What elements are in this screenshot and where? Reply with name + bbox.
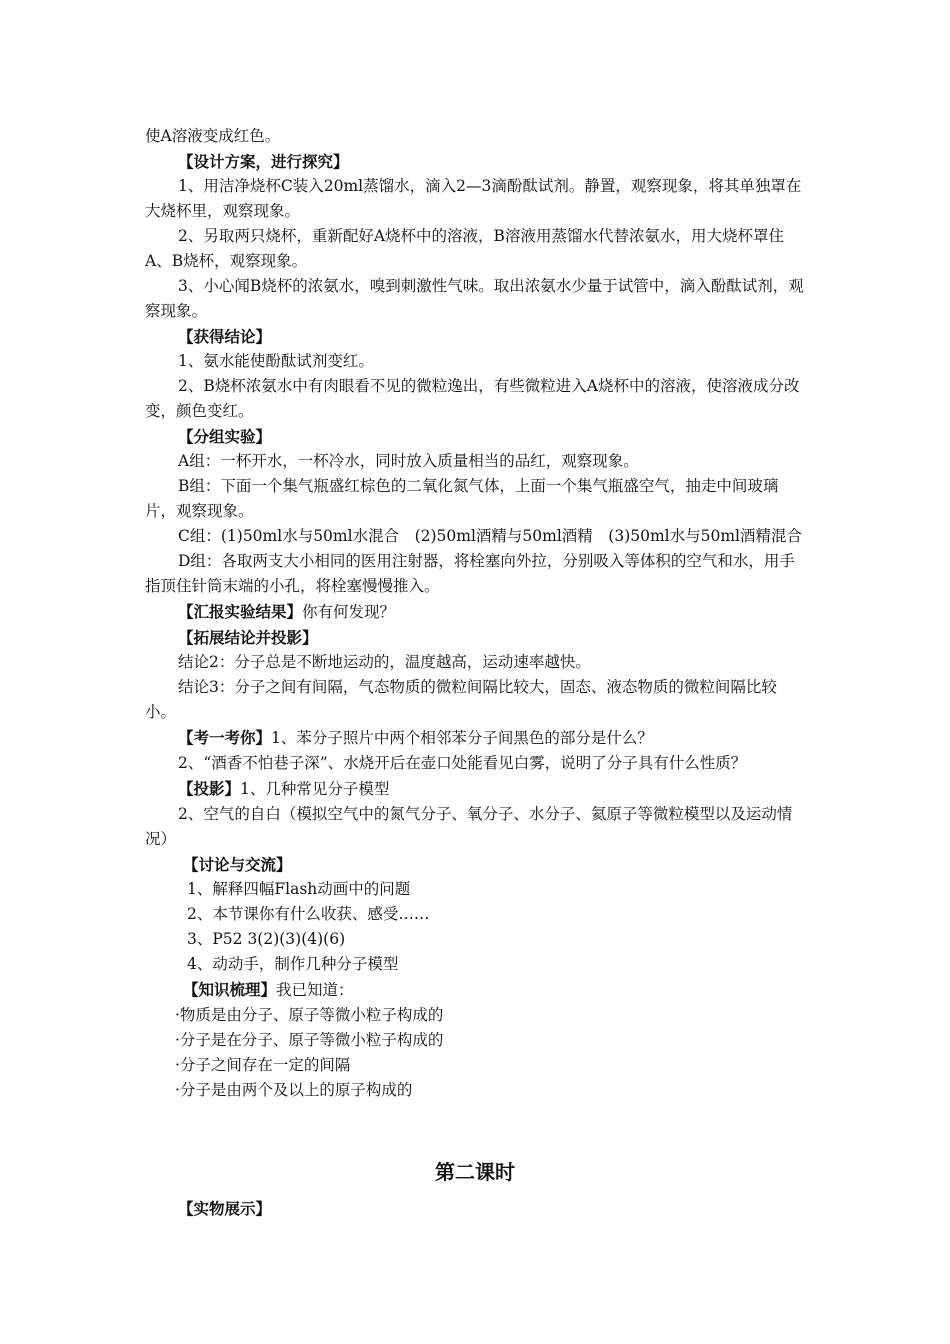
heading-report: 【汇报实验结果】 <box>178 602 303 621</box>
line-15: 结论2：分子总是不断地运动的，温度越高，运动速率越快。 <box>178 653 591 671</box>
line-2: 1、用洁净烧杯C装入20ml蒸馏水，滴入2—3滴酚酞试剂。静置，观察现象，将其单独罩在大烧杯里，观察现象。 <box>145 177 802 220</box>
heading-exhibit: 【实物展示】 <box>178 1199 272 1218</box>
line-16: 结论3：分子之间有间隔，气态物质的微粒间隔比较大，固态、液态物质的微粒间隔比较小。 <box>145 678 777 721</box>
line-19 <box>145 776 807 802</box>
discussion-item-0: 1、解释四幅Flash动画中的问题 <box>187 880 411 898</box>
heading-group: 【分组实验】 <box>178 427 272 446</box>
heading-quiz: 【考一考你】 <box>178 728 272 747</box>
heading-knowledge: 【知识梳理】 <box>183 980 277 999</box>
knowledge-item-3: ·分子是由两个及以上的原子构成的 <box>175 1081 413 1099</box>
line-10: B组：下面一个集气瓶盛红棕色的二氧化氮气体，上面一个集气瓶盛空气，抽走中间玻璃片，观察现象。 <box>145 477 779 520</box>
line-7: 2、B烧杯浓氨水中有肉眼看不见的微粒逸出，有些微粒进入A烧杯中的溶液，使溶液成分改变，颜色变红。 <box>145 377 800 420</box>
document-body <box>145 124 807 1103</box>
section-title: 第二课时 <box>435 1160 515 1184</box>
line-11: C组：(1)50ml水与50ml水混合 (2)50ml酒精与50ml酒精 (3)50ml水与50ml酒精混合 <box>178 527 802 545</box>
line-9: A组：一杯开水，一杯冷水，同时放入质量相当的品红，观察现象。 <box>178 452 639 470</box>
knowledge-intro: 我已知道： <box>276 981 354 999</box>
projection-text: 1、几种常见分子模型 <box>240 780 390 798</box>
line-3: 2、另取两只烧杯，重新配好A烧杯中的溶液，B溶液用蒸馏水代替浓氨水，用大烧杯罩住A、B烧杯，观察现象。 <box>145 227 784 270</box>
line-0: 使A溶液变成红色。 <box>145 127 281 145</box>
heading-extend: 【拓展结论并投影】 <box>178 628 318 647</box>
quiz-text: 1、苯分子照片中两个相邻苯分子间黑色的部分是什么？ <box>271 729 653 747</box>
heading-design: 【设计方案，进行探究】 <box>178 152 349 171</box>
report-text: 你有何发现？ <box>302 603 396 621</box>
line-4: 3、小心闻B烧杯的浓氨水，嗅到刺激性气味。取出浓氨水少量于试管中，滴入酚酞试剂，观察现象。 <box>145 277 804 320</box>
line-20: 2、空气的自白（模拟空气中的氮气分子、氧分子、水分子、氦原子等微粒模型以及运动情况） <box>145 805 793 848</box>
discussion-item-3: 4、动动手，制作几种分子模型 <box>187 955 399 973</box>
knowledge-item-1: ·分子是在分子、原子等微小粒子构成的 <box>175 1031 444 1049</box>
knowledge-item-2: ·分子之间存在一定的间隔 <box>175 1056 351 1074</box>
line-18: 2、“酒香不怕巷子深”、水烧开后在壶口处能看见白雾，说明了分子具有什么性质？ <box>178 754 747 772</box>
knowledge-item-0: ·物质是由分子、原子等微小粒子构成的 <box>175 1006 444 1024</box>
line-12: D组：各取两支大小相同的医用注射器，将栓塞向外拉，分别吸入等体积的空气和水，用手指顶住针筒末端的小孔，将栓塞慢慢推入。 <box>145 552 795 595</box>
line-17 <box>145 725 807 751</box>
heading-conclusion: 【获得结论】 <box>178 327 272 346</box>
discussion-item-2: 3、P52 3(2)(3)(4)(6) <box>187 930 346 948</box>
discussion-item-1: 2、本节课你有什么收获、感受…… <box>187 905 430 923</box>
heading-discussion: 【讨论与交流】 <box>183 855 292 874</box>
knowledge-line <box>145 977 807 1003</box>
line-13 <box>145 599 807 625</box>
heading-projection: 【投影】 <box>178 779 241 798</box>
line-6: 1、氨水能使酚酞试剂变红。 <box>178 352 374 370</box>
